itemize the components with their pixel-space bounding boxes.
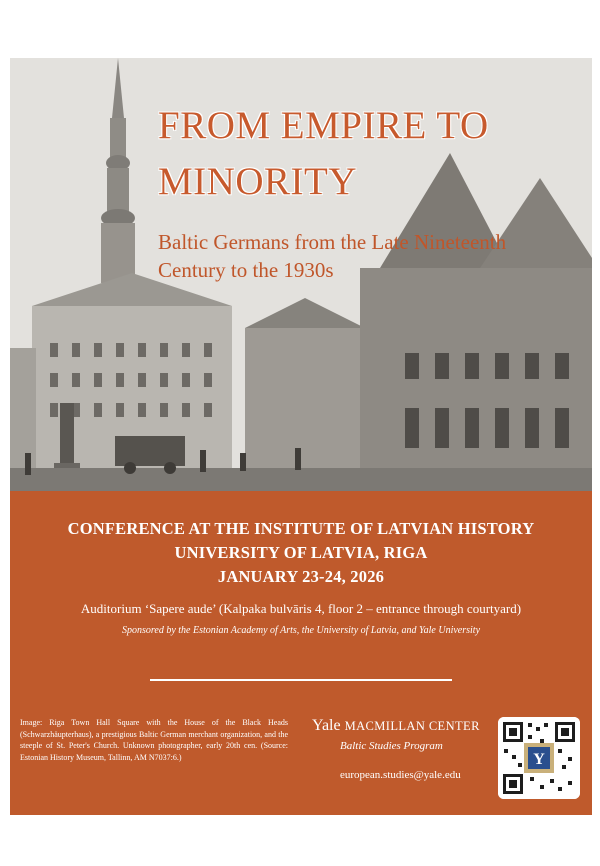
svg-text:Y: Y [533, 751, 545, 768]
divider [150, 679, 452, 681]
poster-subtitle: Baltic Germans from the Late Nineteenth Century to the 1930s [158, 230, 507, 282]
center-name: MACMILLAN CENTER [344, 719, 480, 733]
image-credit: Image: Riga Town Hall Square with the House of the Black Heads (Schwarzhäupterhaus), a prestigious Baltic German merchant organization, and the steeple of St. Peter's Church. Unknown photographer, early 20th cen. (Source: Estonian History Museum, Tallinn, AM N7037:6.) [20, 718, 288, 762]
title-line-2: MINORITY [158, 160, 357, 203]
poster-title [158, 98, 489, 210]
qr-code[interactable] [498, 717, 580, 799]
conference-line-1: CONFERENCE AT THE INSTITUTE OF LATVIAN HISTORY [67, 519, 535, 538]
conference-line-2: UNIVERSITY OF LATVIA, RIGA [174, 543, 428, 562]
poster [10, 58, 592, 815]
yale-macmillan-logo [312, 717, 480, 735]
conference-date: JANUARY 23-24, 2026 [217, 567, 385, 586]
info-band [10, 491, 592, 815]
sponsors: Sponsored by the Estonian Academy of Arts, the University of Latvia, and Yale University [121, 625, 481, 636]
qr-code-icon [498, 717, 580, 799]
yale-wordmark: Yale [312, 717, 341, 734]
contact-email[interactable]: european.studies@yale.edu [340, 769, 461, 781]
historical-photo [10, 58, 592, 491]
title-line-1: FROM EMPIRE TO [158, 104, 489, 147]
program-name: Baltic Studies Program [340, 740, 443, 752]
venue: Auditorium ‘Sapere aude’ (Kalpaka bulvāris 4, floor 2 – entrance through courtyard) [80, 601, 522, 616]
